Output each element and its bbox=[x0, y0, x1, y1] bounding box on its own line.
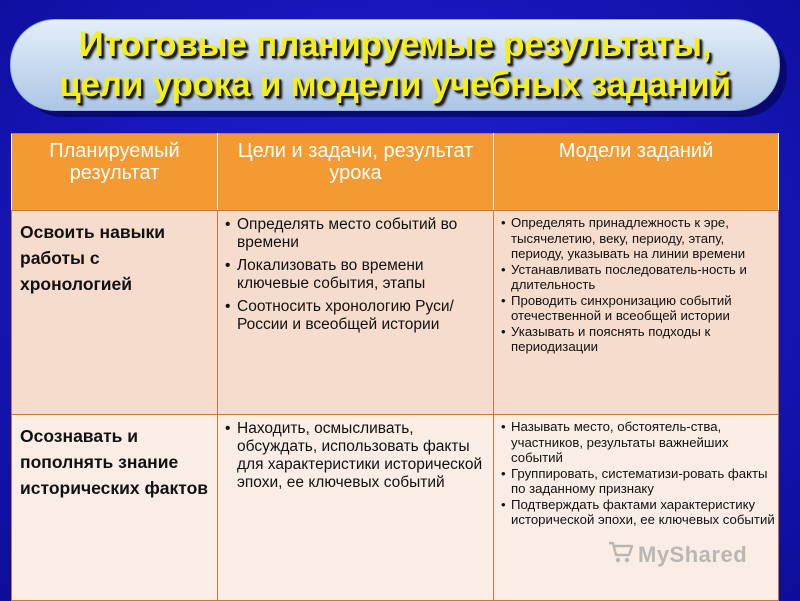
header-planned-result: Планируемый результат bbox=[12, 134, 218, 211]
table-header-row bbox=[12, 134, 779, 211]
list-item: • Локализовать во времени ключевые события, этапы bbox=[224, 257, 489, 293]
cart-icon bbox=[608, 540, 634, 569]
watermark bbox=[608, 540, 747, 569]
list-item: • Называть место, обстоятель-ства, участников, результаты важнейших событий bbox=[500, 419, 775, 466]
list-item: • Определять принадлежность к эре, тысячелетию, веку, периоду, этапу, периоду, указывать на линии времени bbox=[500, 215, 775, 262]
title-banner bbox=[10, 19, 780, 111]
goals-list bbox=[224, 216, 489, 334]
list-item: • Соотносить хронологию Руси/России и всеобщей истории bbox=[224, 298, 489, 334]
list-item: • Находить, осмысливать, обсуждать, использовать факты для характеристики исторической эпохи, ее ключевых событий bbox=[224, 420, 489, 492]
table-row bbox=[12, 415, 779, 601]
header-task-models: Модели заданий bbox=[494, 134, 779, 211]
list-item: • Указывать и пояснять подходы к периодизации bbox=[500, 324, 775, 355]
row-models-cell bbox=[494, 211, 779, 415]
header-goals: Цели и задачи, результат урока bbox=[218, 134, 494, 211]
list-item: • Устанавливать последователь-ность и длительность bbox=[500, 262, 775, 293]
row-result: Осознавать и пополнять знание исторических фактов bbox=[12, 415, 218, 601]
models-list bbox=[500, 215, 775, 355]
title-line-2: цели урока и модели учебных заданий bbox=[59, 65, 731, 104]
list-item: • Определять место событий во времени bbox=[224, 216, 489, 252]
results-table bbox=[11, 133, 779, 601]
models-list bbox=[500, 419, 775, 528]
table-row bbox=[12, 211, 779, 415]
row-result: Освоить навыки работы с хронологией bbox=[12, 211, 218, 415]
row-goals-cell bbox=[218, 415, 494, 601]
list-item: • Группировать, систематизи-ровать факты по заданному признаку bbox=[500, 466, 775, 497]
row-models-cell bbox=[494, 415, 779, 601]
title-line-1: Итоговые планируемые результаты, bbox=[78, 25, 712, 64]
row-goals-cell bbox=[218, 211, 494, 415]
watermark-text: MyShared bbox=[638, 541, 748, 567]
list-item: • Проводить синхронизацию событий отечественной и всеобщей истории bbox=[500, 293, 775, 324]
list-item: • Подтверждать фактами характеристику исторической эпохи, ее ключевых событий bbox=[500, 497, 775, 528]
goals-list bbox=[224, 420, 489, 492]
